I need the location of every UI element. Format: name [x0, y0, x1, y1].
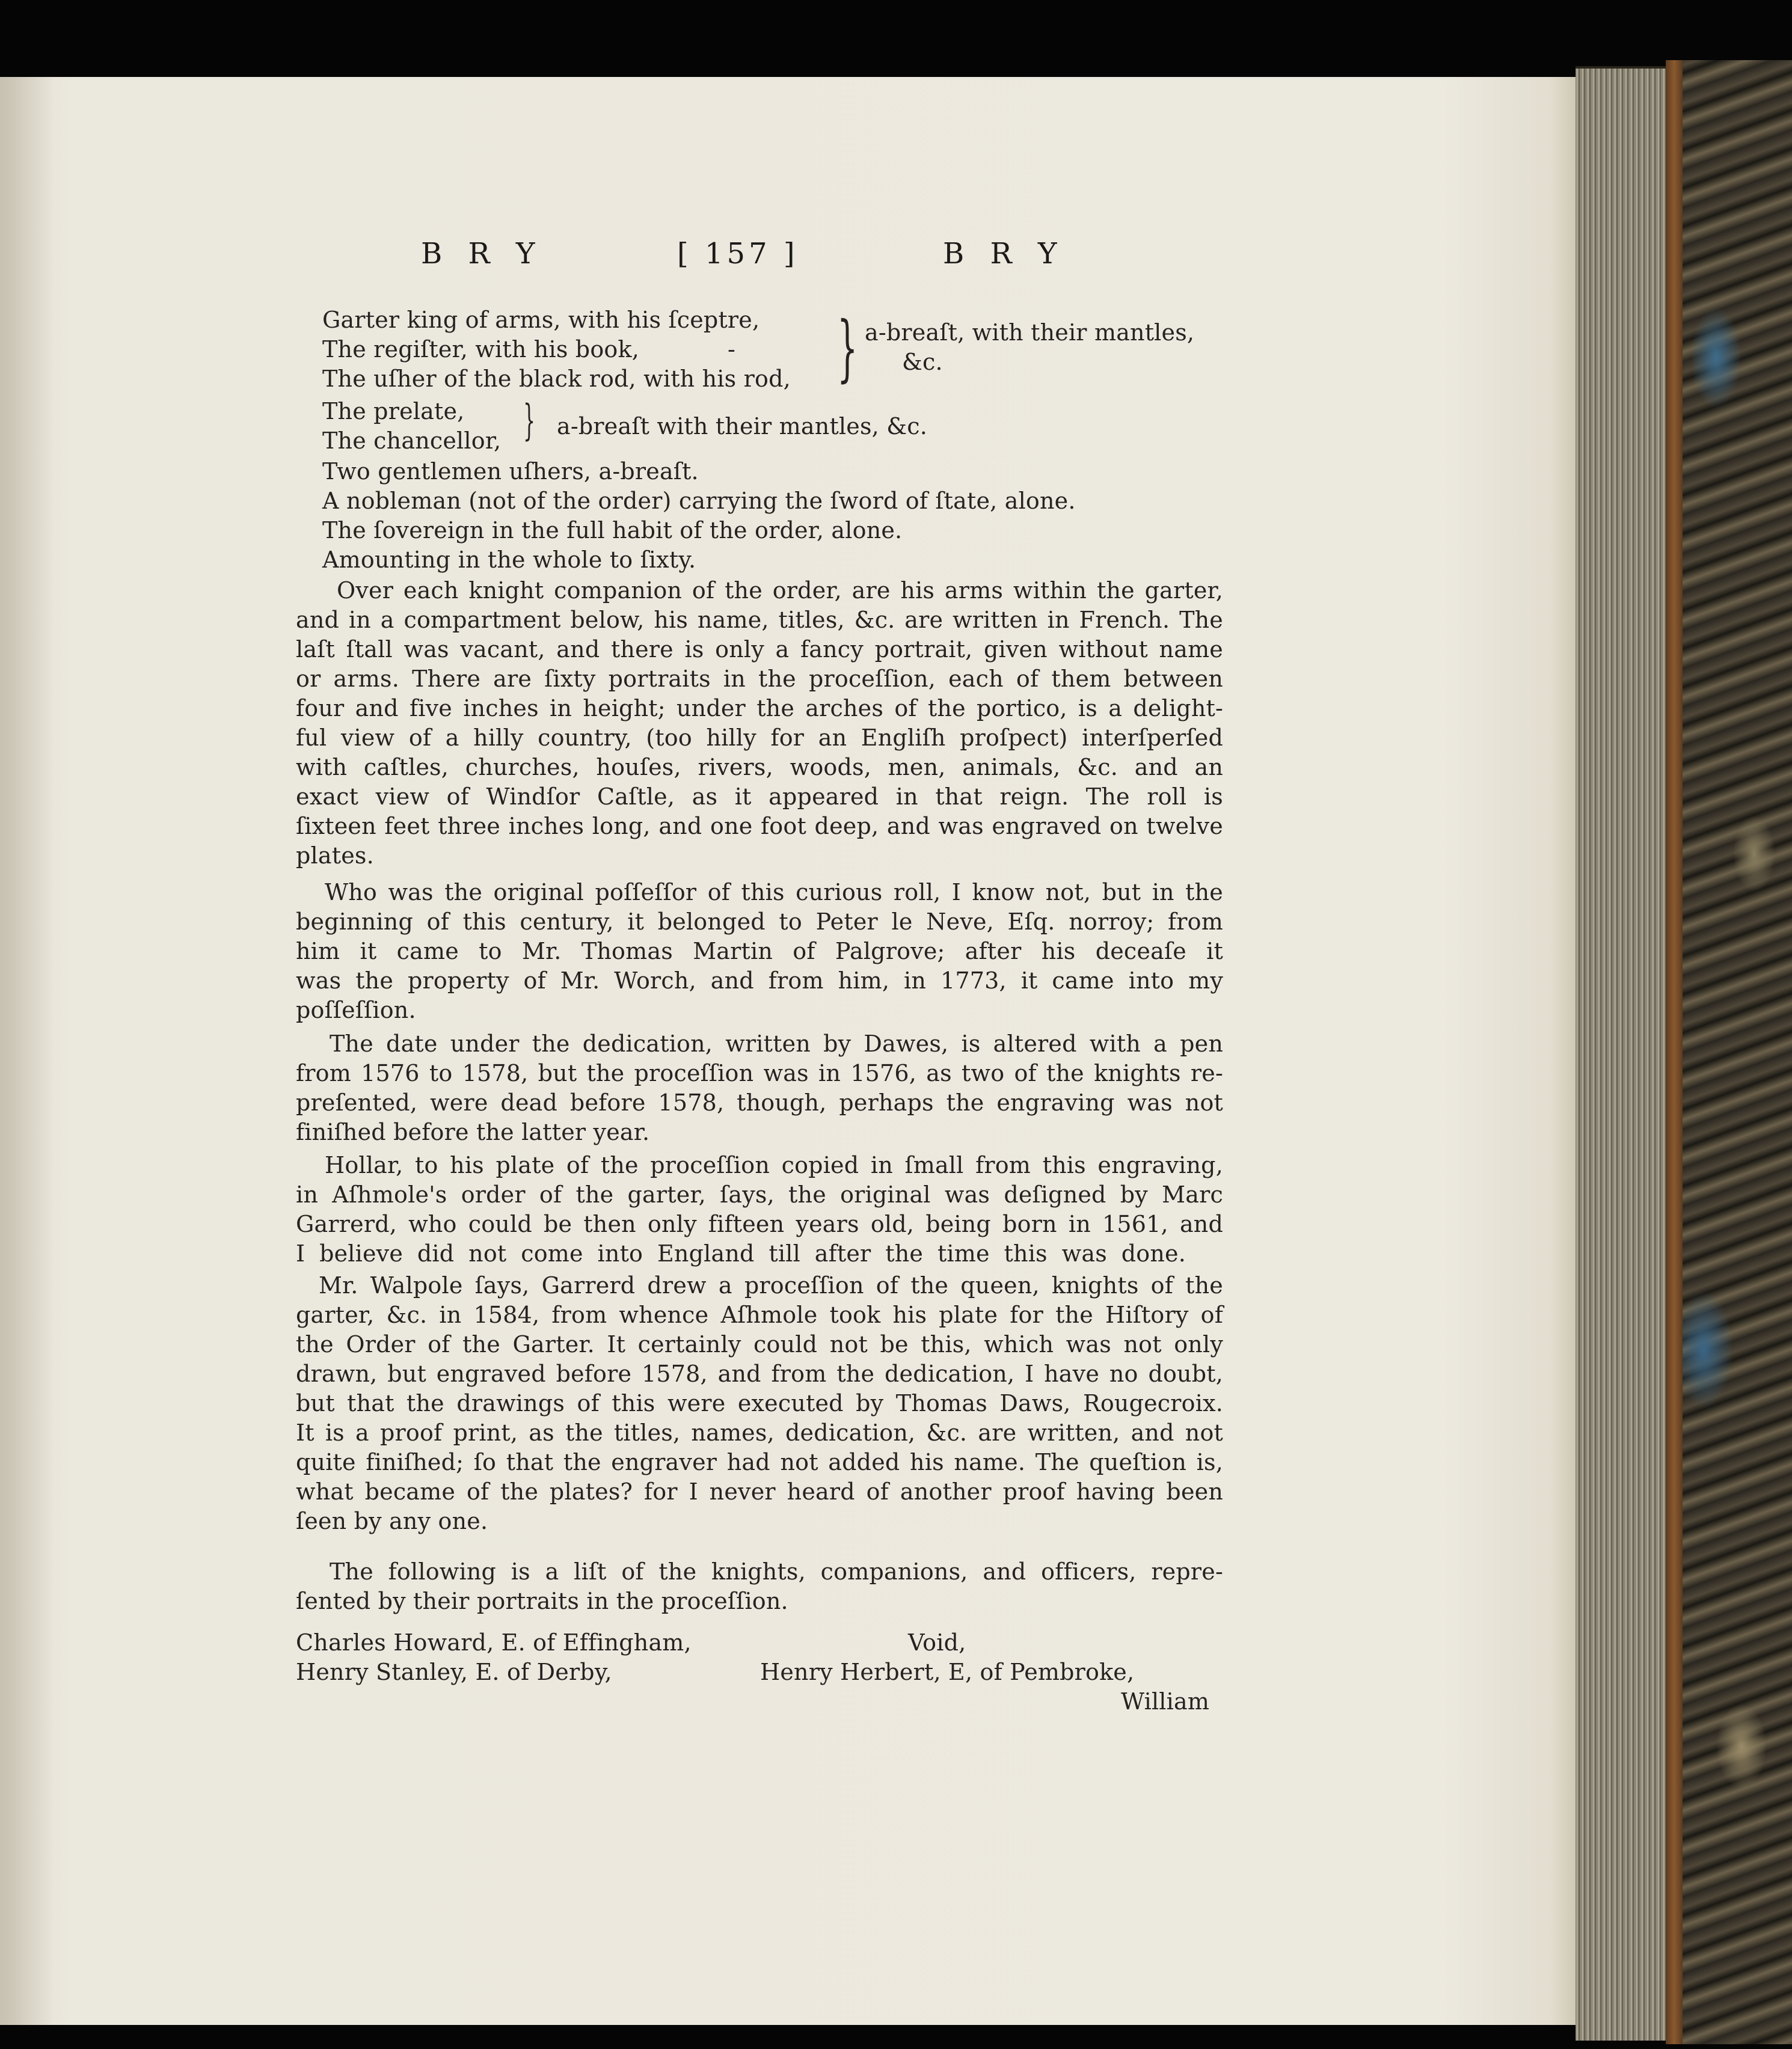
para1-line-6: ful view of a hilly country, (too hilly for an Engliſh proſpect) interſperſed [296, 724, 1223, 751]
para1-line-5: four and five inches in height; under the arches of the portico, is a delight- [296, 695, 1223, 721]
group1-note-line-1: a-breaſt, with their mantles, [865, 319, 1195, 346]
para3-line-1: The date under the dedication, written by Dawes, is altered with a pen [330, 1031, 1223, 1057]
group2-note: a-breaſt with their mantles, &c. [557, 413, 927, 440]
list-line-4: Amounting in the whole to ſixty. [322, 547, 696, 573]
knight-row2-left: Henry Stanley, E. of Derby, [296, 1659, 612, 1685]
group1-dash: - [728, 336, 736, 363]
para1-line-8: exact view of Windſor Caſtle, as it appeared in that reign. The roll is [296, 783, 1223, 810]
page-edges [1576, 66, 1666, 2041]
header-left: B R Y [421, 237, 544, 271]
header-right: B R Y [943, 237, 1066, 271]
para2-line-4: was the property of Mr. Worch, and from him, in 1773, it came into my [296, 967, 1223, 994]
para1-line-9: ſixteen feet three inches long, and one foot deep, and was engraved on twelve [296, 813, 1223, 839]
para2-line-2: beginning of this century, it belonged to Peter le Neve, Eſq. norroy; from [296, 908, 1223, 935]
para1-line-4: or arms. There are ſixty portraits in the proceſſion, each of them between [296, 666, 1223, 692]
group1-line-1: Garter king of arms, with his ſceptre, [322, 307, 760, 333]
para5-line-4: drawn, but engraved before 1578, and from the dedication, I have no doubt, [296, 1361, 1223, 1387]
knight-row1-right: Void, [908, 1629, 966, 1656]
group1-line-2: The regiſter, with his book, [322, 336, 639, 363]
page-number: [ 157 ] [677, 237, 799, 271]
group2-line-2: The chancellor, [322, 427, 502, 454]
list-line-2: A nobleman (not of the order) carrying the ſword of ſtate, alone. [322, 488, 1076, 514]
marbled-cover [1666, 60, 1792, 2044]
para3-line-2: from 1576 to 1578, but the proceſſion was in 1576, as two of the knights re- [296, 1060, 1223, 1086]
para3-line-3: preſented, were dead before 1578, though, perhaps the engraving was not [296, 1089, 1223, 1116]
para1-line-1: Over each knight companion of the order, are his arms within the garter, [337, 577, 1223, 604]
knight-row1-left: Charles Howard, E. of Effingham, [296, 1629, 692, 1656]
para5-line-9: ſeen by any one. [296, 1508, 488, 1534]
catchword: William [1121, 1688, 1210, 1715]
group1-line-3: The uſher of the black rod, with his rod, [322, 366, 791, 392]
para5-line-1: Mr. Walpole ſays, Garrerd drew a proceſſion of the queen, knights of the [319, 1272, 1223, 1299]
para5-line-7: quite finiſhed; ſo that the engraver had not added his name. The queſtion is, [296, 1449, 1223, 1475]
para4-line-4: I believe did not come into England till after the time this was done. [296, 1240, 1186, 1267]
leather-spine-strip [1666, 60, 1683, 2044]
para1-line-7: with caſtles, churches, houſes, rivers, woods, men, animals, &c. and an [296, 754, 1223, 780]
para1-line-2: and in a compartment below, his name, titles, &c. are written in French. The [296, 607, 1223, 633]
gutter-shadow [0, 77, 54, 2025]
group1-note-line-2: &c. [902, 349, 943, 375]
para1-line-3: laſt ſtall was vacant, and there is only a fancy portrait, given without name [296, 636, 1223, 663]
para2-line-5: poſſeſſion. [296, 997, 416, 1023]
para5-line-3: the Order of the Garter. It certainly could not be this, which was not only [296, 1331, 1223, 1358]
para4-line-1: Hollar, to his plate of the proceſſion copied in ſmall from this engraving, [325, 1152, 1223, 1178]
para3-line-4: finiſhed before the latter year. [296, 1119, 650, 1145]
para4-line-2: in Aſhmole's order of the garter, ſays, the original was deſigned by Marc [296, 1181, 1223, 1208]
para2-line-1: Who was the original poſſeſſor of this curious roll, I know not, but in the [325, 879, 1223, 905]
para2-line-3: him it came to Mr. Thomas Martin of Palgrove; after his deceaſe it [296, 938, 1223, 964]
brace-1: } [837, 307, 858, 390]
para4-line-3: Garrerd, who could be then only fifteen years old, being born in 1561, and [296, 1211, 1223, 1237]
knight-row2-right: Henry Herbert, E, of Pembroke, [760, 1659, 1135, 1685]
brace-2: } [523, 396, 536, 445]
para5-line-5: but that the drawings of this were executed by Thomas Daws, Rougecroix. [296, 1390, 1223, 1417]
para5-line-8: what became of the plates? for I never heard of another proof having been [296, 1478, 1223, 1505]
para5-line-6: It is a proof print, as the titles, names, dedication, &c. are written, and not [296, 1420, 1223, 1446]
group2-line-1: The prelate, [322, 398, 465, 424]
para5-line-2: garter, &c. in 1584, from whence Aſhmole took his plate for the Hiſtory of [296, 1302, 1223, 1328]
para6-line-1: The following is a liſt of the knights, companions, and officers, repre- [330, 1558, 1223, 1585]
para6-line-2: ſented by their portraits in the proceſſion. [296, 1588, 788, 1614]
list-line-1: Two gentlemen uſhers, a-breaſt. [322, 458, 699, 485]
para1-line-10: plates. [296, 842, 374, 869]
list-line-3: The ſovereign in the full habit of the order, alone. [322, 517, 903, 544]
